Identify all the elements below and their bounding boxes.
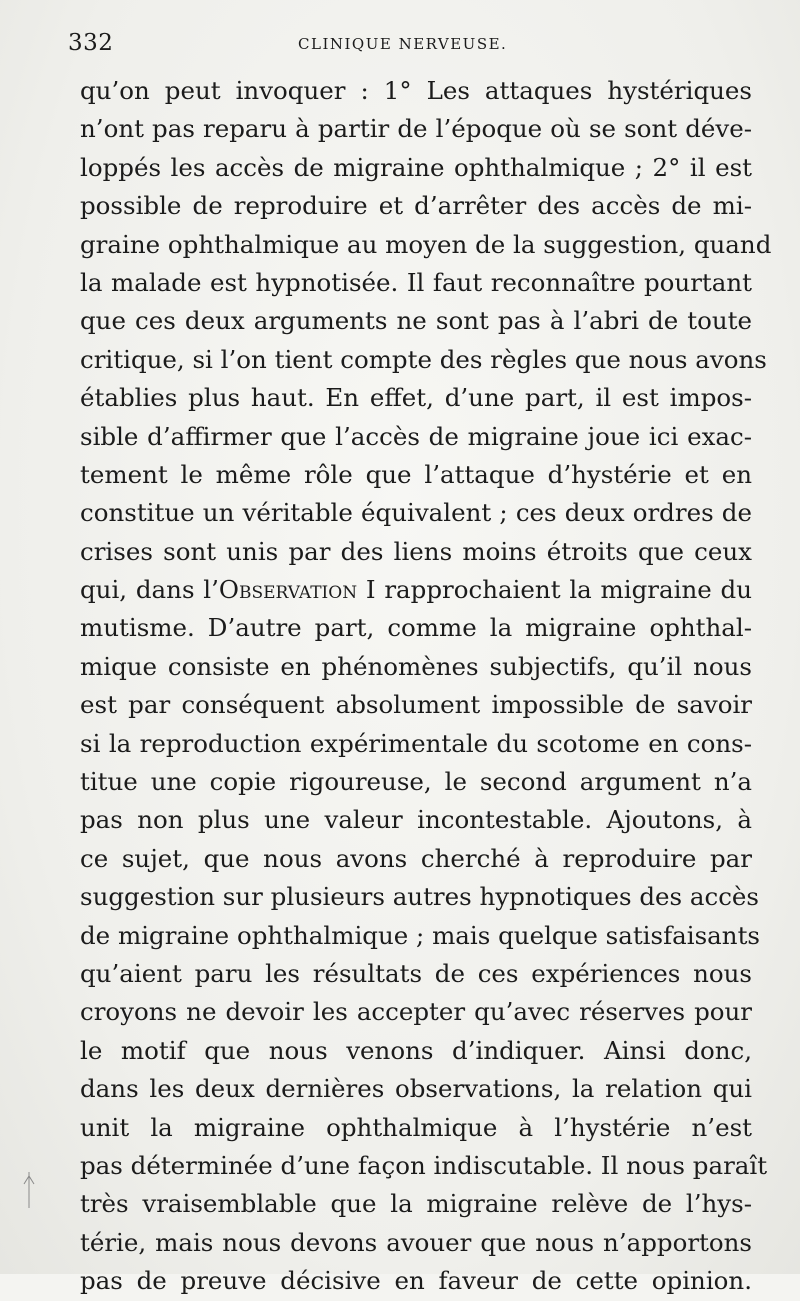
text-line: mique consiste en phénomènes subjectifs, qu’il nous xyxy=(80,651,752,681)
text-line: la malade est hypnotisée. Il faut reconnaître pourtant xyxy=(80,267,752,297)
text-line: critique, si l’on tient compte des règles que nous avons xyxy=(80,344,767,374)
text-line: unit la migraine ophthalmique à l’hystérie n’est xyxy=(80,1112,752,1142)
text-line: titue une copie rigoureuse, le second argument n’a xyxy=(80,767,752,797)
page-header xyxy=(68,30,736,60)
text-line: pas déterminée d’une façon indiscutable. Il nous paraît xyxy=(80,1150,768,1180)
text-line: de migraine ophthalmique ; mais quelque satisfaisants xyxy=(80,920,760,950)
page-number: 332 xyxy=(68,30,114,56)
text-line: ce sujet, que nous avons cherché à reproduire par xyxy=(80,843,752,873)
text-line: dans les deux dernières observations, la relation qui xyxy=(80,1074,752,1104)
running-title: CLINIQUE NERVEUSE. xyxy=(298,35,508,53)
text-line: constitue un véritable équivalent ; ces deux ordres de xyxy=(80,498,752,528)
text-line: qui, dans l’Observation I rapprochaient la migraine du xyxy=(80,575,752,605)
text-line: que ces deux arguments ne sont pas à l’abri de toute xyxy=(80,306,752,336)
text-line: qu’on peut invoquer : 1° Les attaques hystériques xyxy=(80,76,752,105)
text-line: possible de reproduire et d’arrêter des accès de mi- xyxy=(80,191,752,221)
text-line: loppés les accès de migraine ophthalmique ; 2° il est xyxy=(80,152,752,182)
text-line: pas non plus une valeur incontestable. Ajoutons, à xyxy=(80,805,752,835)
text-line: établies plus haut. En effet, d’une part, il est impos- xyxy=(80,383,752,413)
margin-pencil-mark xyxy=(22,1170,36,1210)
text-line: térie, mais nous devons avouer que nous n’apportons xyxy=(80,1227,752,1257)
text-line: sible d’affirmer que l’accès de migraine joue ici exac- xyxy=(80,421,752,451)
text-line: est par conséquent absolument impossible de savoir xyxy=(80,690,752,720)
text-line: croyons ne devoir les accepter qu’avec réserves pour xyxy=(80,997,752,1027)
text-line: n’ont pas reparu à partir de l’époque où se sont déve- xyxy=(80,114,752,144)
text-line: si la reproduction expérimentale du scotome en cons- xyxy=(80,728,752,758)
text-line: graine ophthalmique au moyen de la suggestion, quand xyxy=(80,229,772,259)
text-line: suggestion sur plusieurs autres hypnotiques des accès xyxy=(80,882,760,912)
text-line: qu’aient paru les résultats de ces expériences nous xyxy=(80,958,752,988)
text-line: pas de preuve décisive en faveur de cette opinion. xyxy=(80,1266,752,1296)
text-line: très vraisemblable que la migraine relève de l’hys- xyxy=(80,1189,752,1219)
text-line: crises sont unis par des liens moins étroits que ceux xyxy=(80,536,752,566)
text-line: le motif que nous venons d’indiquer. Ainsi donc, xyxy=(80,1035,752,1065)
text-line: mutisme. D’autre part, comme la migraine ophthal- xyxy=(80,613,752,643)
text-line: tement le même rôle que l’attaque d’hystérie et en xyxy=(80,459,752,489)
body-text xyxy=(80,72,772,1301)
small-caps-term: Observation xyxy=(218,575,358,605)
